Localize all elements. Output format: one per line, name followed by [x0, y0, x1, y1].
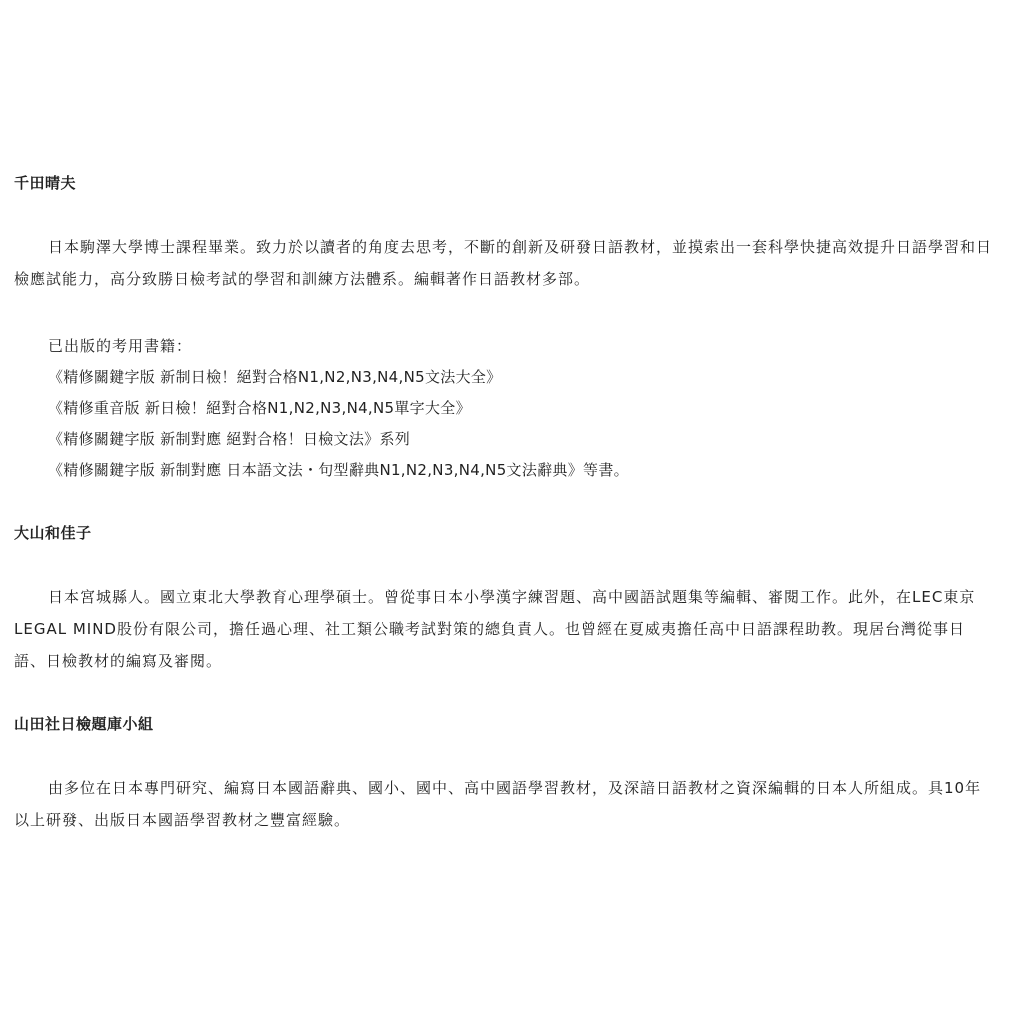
book-item: 《精修重音版 新日檢！絕對合格N1,N2,N3,N4,N5單字大全》 — [48, 399, 471, 417]
author-section-senda — [14, 172, 994, 486]
book-item: 《精修關鍵字版 新制對應 日本語文法・句型辭典N1,N2,N3,N4,N5文法辭典》等書。 — [48, 461, 629, 479]
author-section-oyama — [14, 522, 994, 677]
book-item: 《精修關鍵字版 新制日檢！絕對合格N1,N2,N3,N4,N5文法大全》 — [48, 368, 502, 386]
author-name: 大山和佳子 — [14, 524, 92, 542]
author-name: 山田社日檢題庫小組 — [14, 715, 154, 733]
author-bio: 日本宮城縣人。國立東北大學教育心理學碩士。曾從事日本小學漢字練習題、高中國語試題集等編輯、審閱工作。此外，在LEC東京 LEGAL MIND股份有限公司，擔任過心理、社工類公職考試對策的總負責人。也曾經在夏威夷擔任高中日語課程助教。現居台灣從事日語、日檢教材的編寫及審閱。 — [14, 588, 976, 670]
book-item: 《精修關鍵字版 新制對應 絕對合格！日檢文法》系列 — [48, 430, 411, 448]
author-profiles — [14, 172, 994, 836]
author-bio: 由多位在日本專門研究、編寫日本國語辭典、國小、國中、高中國語學習教材，及深諳日語教材之資深編輯的日本人所組成。具10年以上研發、出版日本國語學習教材之豐富經驗。 — [14, 779, 982, 829]
books-heading: 已出版的考用書籍： — [48, 337, 193, 355]
author-bio: 日本駒澤大學博士課程畢業。致力於以讀者的角度去思考，不斷的創新及研發日語教材，並摸索出一套科學快捷高效提升日語學習和日檢應試能力，高分致勝日檢考試的學習和訓練方法體系。編輯著作日語教材多部。 — [14, 238, 993, 288]
author-section-yamadasha — [14, 713, 994, 836]
author-name: 千田晴夫 — [14, 174, 77, 192]
